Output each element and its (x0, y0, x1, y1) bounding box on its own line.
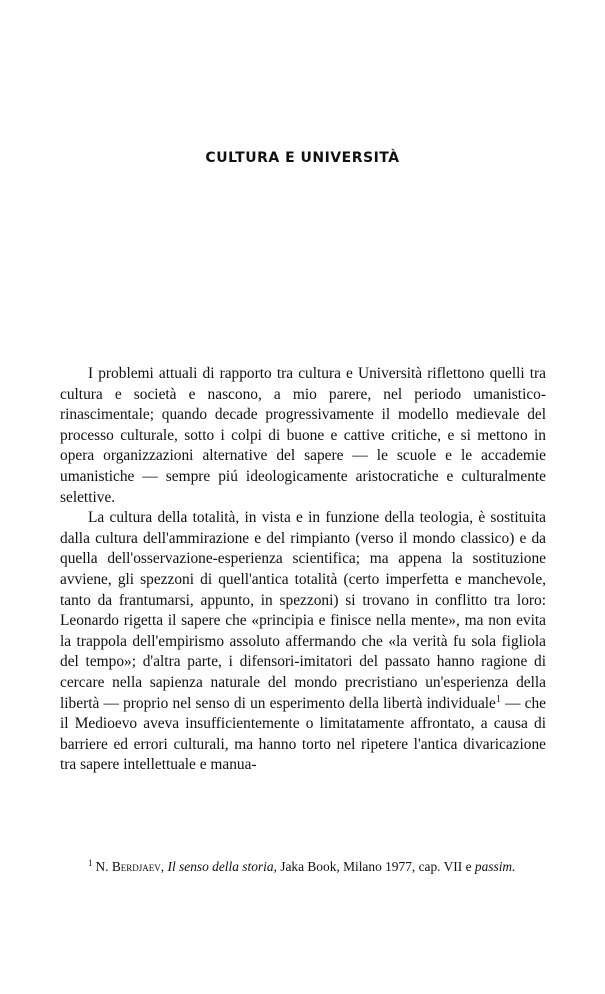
footnote-reference: 1 (495, 693, 501, 705)
footnote-details: Jaka Book, Milano 1977, cap. VII e (280, 859, 472, 874)
paragraph-1: I problemi attuali di rapporto tra cultura e Università riflettono quelli tra cultura e società e nascono, a mio parere, nel periodo umanistico-rinascimentale; quando decade progressivamente il modello medievale del processo culturale, sotto i colpi di buone e cattive critiche, e si mettono in opera organizzazioni alternative del sapere — le scuole e le accademie umanistiche — sempre piú ideologicamente aristocratiche e culturalmente selettive. (60, 365, 546, 506)
paragraph-2-part-b: — che il Medioevo aveva insufficientemente o limitatamente affrontato, a causa di barriere ed errori culturali, ma hanno torto nel ripetere l'antica divaricazione tra sapere intellettuale e manua- (60, 694, 547, 774)
footnote-book-title: Il senso della storia, (167, 859, 277, 874)
footnote-passim: passim. (474, 859, 516, 874)
paragraph-2-part-a: La cultura della totalità, in vista e in funzione della teologia, è sostituita dalla cultura dell'ammirazione e del rimpianto (verso il mondo classico) e da quella dell'osservazione-esperienza scientifica; ma appena la sostituzione avviene, gli spezzoni di quell'antica totalità (certo imperfetta e manchevole, tanto da frantumarsi, appunto, in spezzoni) si trovano in conflitto tra loro: Leonardo rigetta il sapere che «principia e finisce nella mente», ma non evita la trappola dell'empirismo assoluto affermando che «la verità fu sola figliola del tempo»; d'altra parte, i difensori-imitatori del passato hanno ragione di cercare nella sapienza naturale del mondo precristiano un'esperienza della libertà — proprio nel senso di un esperimento della libertà individuale (60, 509, 546, 712)
paragraph-2 (60, 508, 546, 776)
chapter-title: CULTURA E UNIVERSITÀ (205, 150, 400, 166)
footnote-author: N. Berdjaev, (95, 859, 165, 874)
footnote (60, 857, 546, 876)
footnote-number: 1 (88, 857, 93, 868)
main-text (60, 364, 546, 776)
